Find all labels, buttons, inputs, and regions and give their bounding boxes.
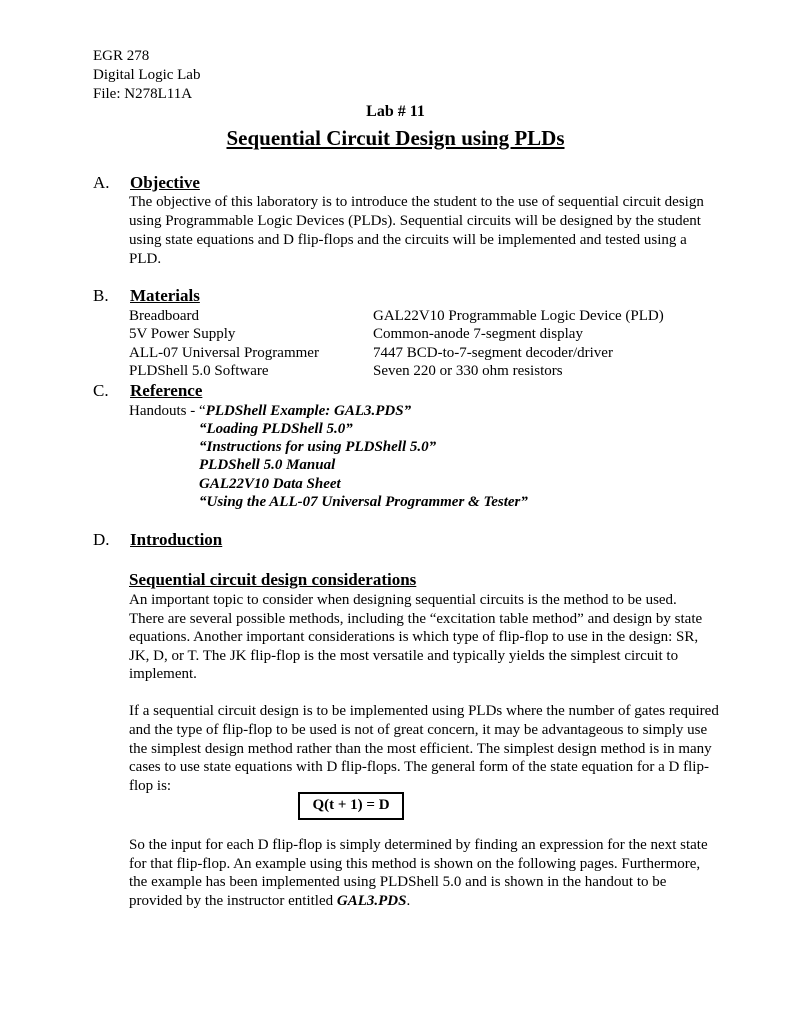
- material-item: 7447 BCD-to-7-segment decoder/driver: [373, 345, 613, 361]
- section-letter-c: C.: [93, 381, 109, 400]
- reference-item: “Using the ALL-07 Universal Programmer & Tester”: [199, 494, 528, 510]
- section-heading-objective: Objective: [130, 173, 200, 192]
- section-heading-introduction: Introduction: [130, 530, 223, 549]
- reference-item: “Instructions for using PLDShell 5.0”: [199, 439, 437, 455]
- section-heading-materials: Materials: [130, 286, 200, 305]
- intro-line: implement.: [129, 666, 197, 682]
- intro-line: cases to use state equations with D flip-flops. The general form of the state equation for a D flip-: [129, 759, 709, 775]
- lab-number: Lab # 11: [366, 103, 425, 120]
- intro-line: the simplest design method rather than the most efficient. The simplest design method is in many: [129, 741, 712, 757]
- material-item: GAL22V10 Programmable Logic Device (PLD): [373, 308, 664, 324]
- reference-first-line: [129, 402, 411, 420]
- material-item: PLDShell 5.0 Software: [129, 363, 269, 379]
- intro-last-prefix: provided by the instructor entitled: [129, 893, 337, 909]
- intro-last-line: [129, 892, 410, 910]
- objective-line: using state equations and D flip-flops and the circuits will be implemented and tested using a: [129, 232, 687, 248]
- intro-line: So the input for each D flip-flop is simply determined by finding an expression for the next state: [129, 837, 708, 853]
- intro-line: for that flip-flop. An example using this method is shown on the following pages. Furthermore,: [129, 856, 701, 872]
- material-item: Seven 220 or 330 ohm resistors: [373, 363, 563, 379]
- objective-line: using Programmable Logic Devices (PLDs). Sequential circuits will be designed by the student: [129, 213, 701, 229]
- objective-line: The objective of this laboratory is to introduce the student to the use of sequential circuit design: [129, 194, 704, 210]
- intro-line: flop is:: [129, 778, 172, 794]
- intro-line: An important topic to consider when designing sequential circuits is the method to be used.: [129, 592, 677, 608]
- subheading: Sequential circuit design considerations: [129, 570, 417, 589]
- reference-item: GAL22V10 Data Sheet: [199, 476, 341, 492]
- reference-item: PLDShell 5.0 Manual: [199, 457, 336, 473]
- intro-line: If a sequential circuit design is to be implemented using PLDs where the number of gates required: [129, 703, 719, 719]
- intro-line: equations. Another important considerations is which type of flip-flop to use in the design: SR,: [129, 629, 699, 645]
- page-title: Sequential Circuit Design using PLDs: [226, 126, 565, 150]
- section-letter-d: D.: [93, 530, 110, 549]
- state-equation: Q(t + 1) = D: [312, 797, 390, 813]
- reference-prefix: Handouts - “: [129, 403, 206, 419]
- handout-name: GAL3.PDS: [336, 893, 407, 909]
- section-letter-a: A.: [93, 173, 110, 192]
- material-item: Breadboard: [129, 308, 199, 324]
- reference-item: PLDShell Example: GAL3.PDS”: [205, 403, 412, 419]
- intro-line: There are several possible methods, including the “excitation table method” and design by state: [129, 611, 703, 627]
- state-equation-box: [298, 792, 404, 820]
- intro-line: and the type of flip-flop to be used is not of great concern, it may be advantageous to simply use: [129, 722, 708, 738]
- intro-last-suffix: .: [406, 893, 411, 909]
- course-code: EGR 278: [93, 48, 150, 64]
- material-item: ALL-07 Universal Programmer: [129, 345, 319, 361]
- lab-name: Digital Logic Lab: [93, 67, 201, 83]
- objective-line: PLD.: [129, 251, 162, 267]
- reference-item: “Loading PLDShell 5.0”: [199, 421, 353, 437]
- material-item: 5V Power Supply: [129, 326, 236, 342]
- intro-line: the example has been implemented using PLDShell 5.0 and is shown in the handout to be: [129, 874, 667, 890]
- file-name: File: N278L11A: [93, 86, 193, 102]
- section-heading-reference: Reference: [130, 381, 203, 400]
- intro-line: JK, D, or T. The JK flip-flop is the most versatile and typically yields the simplest circuit to: [129, 648, 679, 664]
- section-letter-b: B.: [93, 286, 109, 305]
- material-item: Common-anode 7-segment display: [373, 326, 583, 342]
